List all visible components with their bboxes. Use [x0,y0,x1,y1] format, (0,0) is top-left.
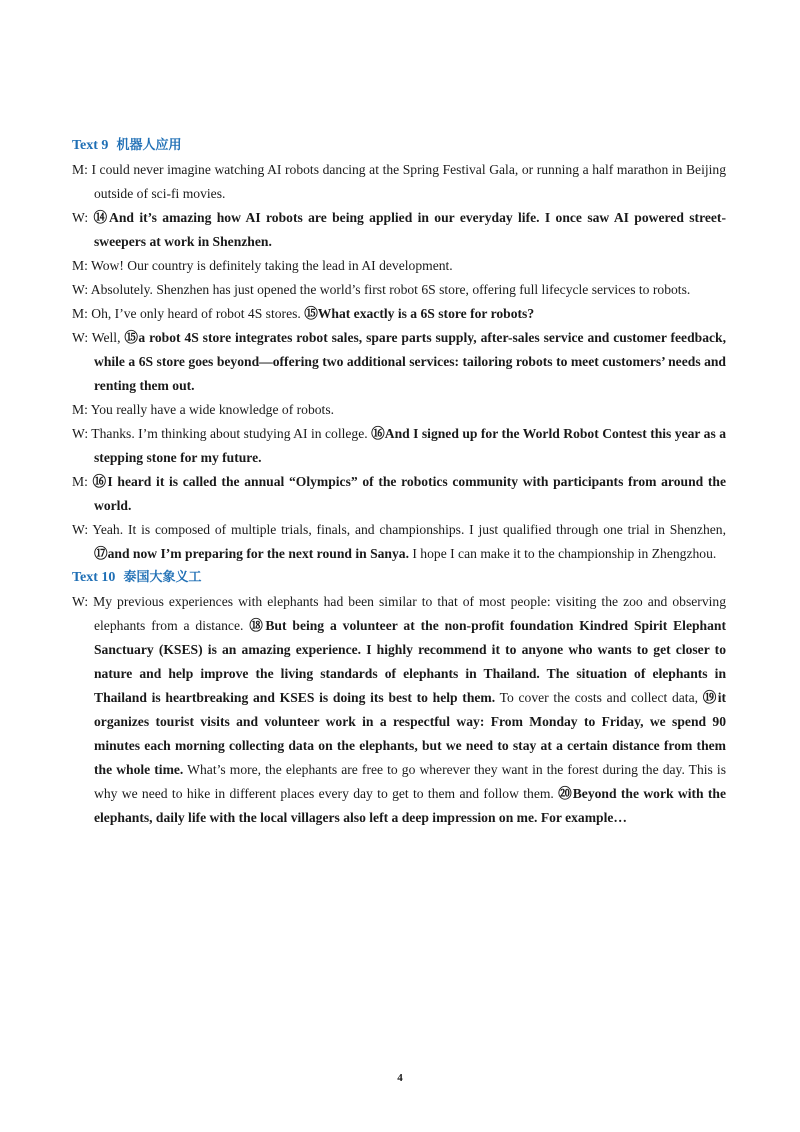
section-heading [72,134,726,158]
dialogue-text: W: Absolutely. Shenzhen has just opened the world’s first robot 6S store, offering full lifecycle services to robots. [72,282,691,297]
question-number-marker: ⑲ [702,690,718,705]
dialogue-line [72,158,726,206]
dialogue-text: M: Wow! Our country is definitely taking the lead in AI development. [72,258,453,273]
question-number-marker: ⑯ [371,426,385,441]
dialogue-line [72,326,726,398]
dialogue-text: M: I could never imagine watching AI robots dancing at the Spring Festival Gala, or running a half marathon in Beijing outside of sci-fi movies. [72,162,726,201]
dialogue-line [72,590,726,830]
question-number-marker: ⑰ [94,546,108,561]
dialogue-text: W: Thanks. I’m thinking about studying AI in college. [72,426,372,441]
question-number-marker: ⑮ [304,306,318,321]
section-title: Text 10 [72,570,116,585]
dialogue-line [72,278,726,302]
dialogue-text: M: Oh, I’ve only heard of robot 4S stores. [72,306,305,321]
answer-evidence-text: it organizes tourist visits and volunteer work in a respectful way: From Monday to Friday, we spend 90 minutes each morning collecting data on the elephants, but we need to stay at a certain distance from them the whole time. [94,690,726,777]
answer-evidence-text: I heard it is called the annual “Olympics” of the robotics community with participants from around the world. [94,474,726,513]
dialogue-text: W: Well, [72,330,125,345]
question-number-marker: ⑭ [93,210,110,225]
dialogue-line [72,398,726,422]
answer-evidence-text: And it’s amazing how AI robots are being applied in our everyday life. I once saw AI powered street-sweepers at work in Shenzhen. [94,210,726,249]
answer-evidence-text: Beyond the work with the elephants, daily life with the local villagers also left a deep impression on me. For example… [94,786,727,825]
answer-evidence-text: What exactly is a 6S store for robots? [317,306,535,321]
dialogue-line [72,254,726,278]
dialogue-text: W: My previous experiences with elephants had been similar to that of most people: visiting the zoo and observing elephants from a distance. [72,594,726,633]
section-heading [72,566,726,590]
section-title: Text 9 [72,138,109,153]
dialogue-line [72,302,726,326]
answer-evidence-text: and now I’m preparing for the next round in Sanya. [107,546,409,561]
question-number-marker: ⑳ [558,786,573,801]
question-number-marker: ⑮ [124,330,139,345]
dialogue-text: To cover the costs and collect data, [495,690,703,705]
question-number-marker: ⑱ [249,618,266,633]
question-number-marker: ⑯ [92,474,108,489]
dialogue-text: W: [72,210,94,225]
page-number: 4 [397,1072,403,1084]
dialogue-text: M: You really have a wide knowledge of robots. [72,402,335,417]
dialogue-line [72,206,726,254]
document-body [72,134,726,830]
dialogue-line [72,470,726,518]
answer-evidence-text: And I signed up for the World Robot Contest this year as a stepping stone for my future. [94,426,726,465]
section-title-chinese: 泰国大象义工 [123,570,202,585]
dialogue-line [72,422,726,470]
answer-evidence-text: But being a volunteer at the non-profit foundation Kindred Spirit Elephant Sanctuary (KSES) is an amazing experience. I highly recommend it to anyone who wants to get closer to nature and help improve the living standards of elephants in Thailand. The situation of elephants in Thailand is heartbreaking and KSES is doing its best to help them. [94,618,726,705]
dialogue-text: M: [72,474,93,489]
answer-evidence-text: a robot 4S store integrates robot sales, spare parts supply, after-sales service and customer feedback, while a 6S store goes beyond—offering two additional services: tailoring robots to meet customers’ needs and renting them out. [94,330,726,393]
dialogue-text: I hope I can make it to the championship in Zhengzhou. [408,546,717,561]
dialogue-text: What’s more, the elephants are free to go wherever they want in the forest during the day. This is why we need to hike in different places every day to get to them and follow them. [94,762,726,801]
section-title-chinese: 机器人应用 [116,138,182,153]
dialogue-line [72,518,726,566]
dialogue-text: W: Yeah. It is composed of multiple trials, finals, and championships. I just qualified through one trial in Shenzhen, [72,522,726,537]
